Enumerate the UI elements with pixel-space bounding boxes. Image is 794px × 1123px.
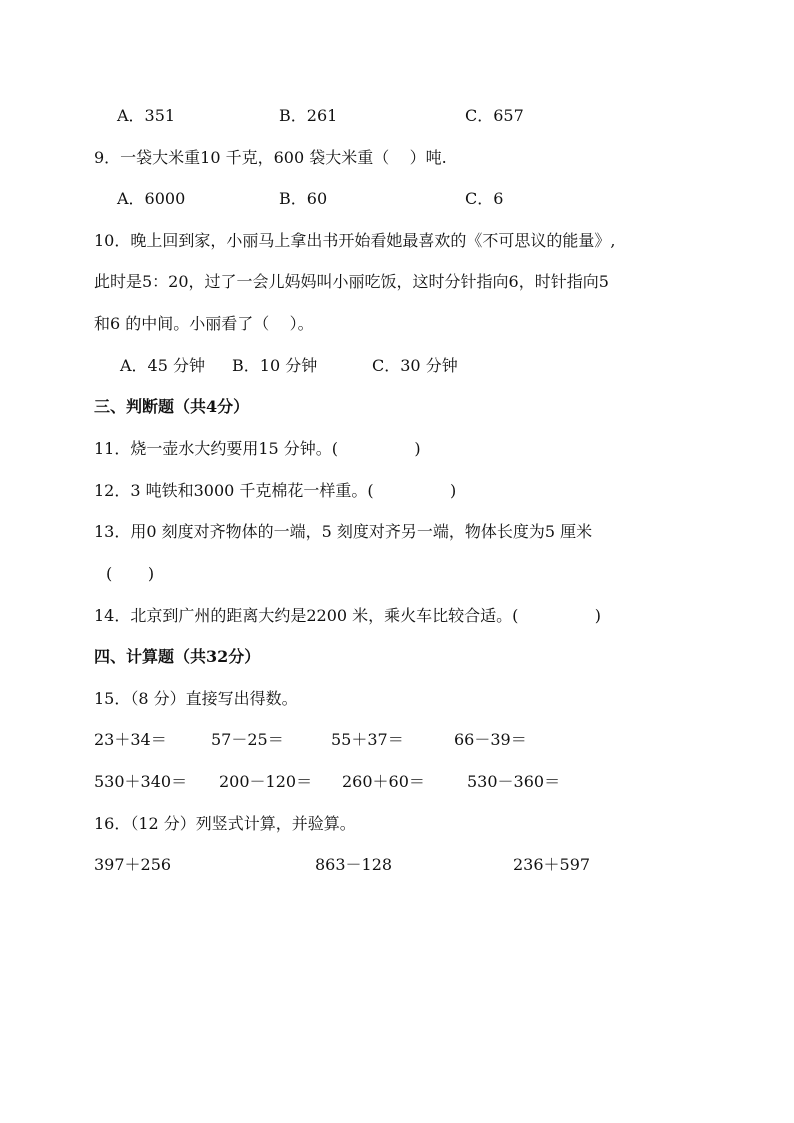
q15-expr-7: 260＋60＝ (342, 772, 425, 791)
q8-option-c: C．657 (465, 106, 524, 125)
q15-expr-3: 55＋37＝ (331, 730, 404, 749)
q15-stem: 15．（8 分）直接写出得数。 (94, 689, 298, 708)
q9-option-a: A．6000 (117, 189, 186, 208)
q12-text: 12．3 吨铁和3000 千克棉花一样重。( ) (94, 481, 457, 500)
q8-option-b: B．261 (279, 106, 338, 125)
q13-line-2: ( ) (106, 564, 155, 583)
q10-option-b: B．10 分钟 (232, 356, 318, 375)
q9-stem: 9．一袋大米重10 千克，600 袋大米重（ ）吨. (94, 148, 447, 167)
q15-expr-1: 23＋34＝ (94, 730, 167, 749)
q16-item-2: 863－128 (315, 855, 393, 874)
q15-expr-6: 200－120＝ (219, 772, 313, 791)
q15-expr-8: 530－360＝ (467, 772, 561, 791)
q13-line-1: 13．用0 刻度对齐物体的一端，5 刻度对齐另一端，物体长度为5 厘米 (94, 522, 593, 541)
q10-line-2: 此时是5：20，过了一会儿妈妈叫小丽吃饭，这时分针指向6，时针指向5 (94, 272, 609, 291)
q10-line-3: 和6 的中间。小丽看了（ ）。 (94, 314, 314, 333)
section-3-title: 三、判断题（共4分） (94, 397, 250, 416)
q10-line-1: 10．晚上回到家，小丽马上拿出书开始看她最喜欢的《不可思议的能量》, (94, 231, 616, 250)
q10-option-a: A．45 分钟 (120, 356, 206, 375)
q9-option-c: C．6 (465, 189, 504, 208)
section-4-title: 四、计算题（共32分） (94, 647, 261, 666)
q15-expr-2: 57－25＝ (211, 730, 284, 749)
q16-item-1: 397＋256 (94, 855, 172, 874)
q16-item-3: 236＋597 (513, 855, 591, 874)
q11-text: 11．烧一壶水大约要用15 分钟。( ) (94, 439, 421, 458)
q15-expr-4: 66－39＝ (454, 730, 527, 749)
q10-option-c: C．30 分钟 (372, 356, 458, 375)
q14-text: 14．北京到广州的距离大约是2200 米，乘火车比较合适。( ) (94, 606, 601, 625)
q15-expr-5: 530＋340＝ (94, 772, 188, 791)
q9-option-b: B．60 (279, 189, 328, 208)
q16-stem: 16．（12 分）列竖式计算，并验算。 (94, 814, 356, 833)
q8-option-a: A．351 (117, 106, 176, 125)
